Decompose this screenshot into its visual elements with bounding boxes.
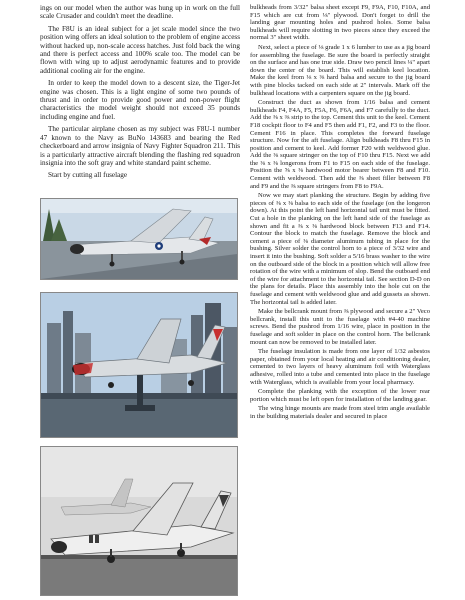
paragraph: Now we may start planking the structure. Begin by adding five pieces of ⅜ x ⅜ balsa to each side of the fuselage (on the longeron down). At this point the left hand horizontal tail unit must be fitted. Cut a hole in the planking on the left hand side of the fuselage as shown and fit a ⅜ x ⅜ hardwood block between F13 and F14. Contour the block to match the fuselage. Remove the block and cement a piece of ⅜ diameter aluminum tubing in place for the bushing. Silver solder the control horn to a piece of 3/32 wire and insert it into the bushing. Soft solder a 5/16 brass washer to the wire on the outboard side of the block in a position which will allow free rotation of the wire with a minimum of slop. Bend the outboard end of the wire for attachment to the horizontal tail. See section D-D on the plans for details. Place this assembly into the hole cut on the fuselage and cement with weldwood glue and add gussets as shown. The horizontal tail is added later. [250,192,431,306]
photo-aircraft-black-and-white [40,446,238,596]
paragraph: The wing hinge mounts are made from steel trim angle available in the building materials dealer and secured in place [250,405,430,420]
paragraph: Start by cutting all fuselage [48,171,128,180]
paragraph: The fuselage insulation is made from one layer of 1/32 asbestos paper, obtained from your local heating and air conditioning dealer, cemented to two layers of heavy aluminum foil with Waterglass adhesive, rolled into a tube and cemented into place in the fuselage with Waterglass, which is available from your local pharmacy. [250,348,430,386]
paragraph: ings on our model when the author was hung up in work on the full scale Crusader and couldn't meet the deadline. [40,4,240,21]
paragraph: Complete the planking with the exception of the lower rear portion which must be left open for installation of the landing gear. [250,388,430,403]
paragraph: Next, select a piece of ⅛ grade 1 x 6 lumber to use as a jig board for assembling the fuselage. Be sure the board is perfectly straight on the surface and has one true side. Draw two pencil lines ¼" apart down the center of the board. This will establish keel location. Make the keel from ⅛ x ⅜ hard balsa and secure to the jig board with pine blocks tacked on each side at 2" intervals. Mark off the bulkhead locations with a carpenters square on the jig board. [250,43,430,97]
paragraph: The F8U is an ideal subject for a jet scale model since the two position wing offers an ideal solution to the problem of engine access without hacked up, non-scale access hatches. Just fold back the wing and there is perfect access and 100% scale too. The model can be flown with wing up to adjust aerodynamic features and to provide additional cooling air for the engine. [40,24,240,75]
photo-aircraft-museum-display [40,292,238,438]
paragraph: The particular airplane chosen as my subject was F8U-1 number 47 known to the Navy as BuNo 143683 and bearing the Red checkerboard and arrow insignia of Navy Fighter Squadron 211. This is a particularly attractive aircraft blending the flashing red squadron insignia into the soft gray and white standard paint scheme. [40,125,240,167]
paragraph: bulkheads from 3/32" balsa sheet except F9, F9A, F10, F10A, and F15 which are cut from ⅛" plywood. Don't forget to drill the landing gear mounting holes and pushrod holes. Some balsa bulkheads will require slotting in two pieces since they exceed the normal 3" sheet width. [250,4,430,42]
left-text-column [40,4,240,184]
paragraph: Make the bellcrank mount from ⅜ plywood and secure a 2" Veco bellcrank, install this unit to the fuselage with #4-40 machine screws. Bend the pushrod from 1/16 wire, place in position in the fuselage and soft solder in place on the control horn. The bellcrank mount can now be removed to be installed later. [250,308,430,346]
paragraph: In order to keep the model down to a descent size, the Tiger-Jet engine was chosen. This is a light engine of some two pounds of thrust and in order to provide good power and non-power flight characteristics the model weight should not exceed 35 pounds including engine and fuel. [40,79,240,121]
paragraph: Construct the duct as shown from 1/16 balsa and cement bulkheads F4, F4A, F5, F5A, F6, F6A, and F7 carefully to the duct. Add the ⅜ x ⅜ strip to the top. Cement this unit to the keel. Cement F18 cockpit floor to F4 and F5 then add F1, F2, and F3 to the floor. Cement F16 in place. This completes the forward fuselage structure. Now for the aft fuselage. Align bulkheads F8 thru F15 in position and cement to keel. Add former F20 with weldwood glue. Add the ⅜ square stringer on the top of F10 thru F15. Next we add the ⅜ x ⅜ longerons from F1 to F15 on each side of the fuselage. Position the ⅝ x ⅜ hardwood motor bearer between F8 and F10. Cement with weldwood. Then add the ⅜ sheet filler between F8 and F9 and the ⅜ square stringers from F8 to F9A. [250,99,430,190]
right-text-column [250,4,430,422]
photo-aircraft-carrier-deck [40,198,238,280]
